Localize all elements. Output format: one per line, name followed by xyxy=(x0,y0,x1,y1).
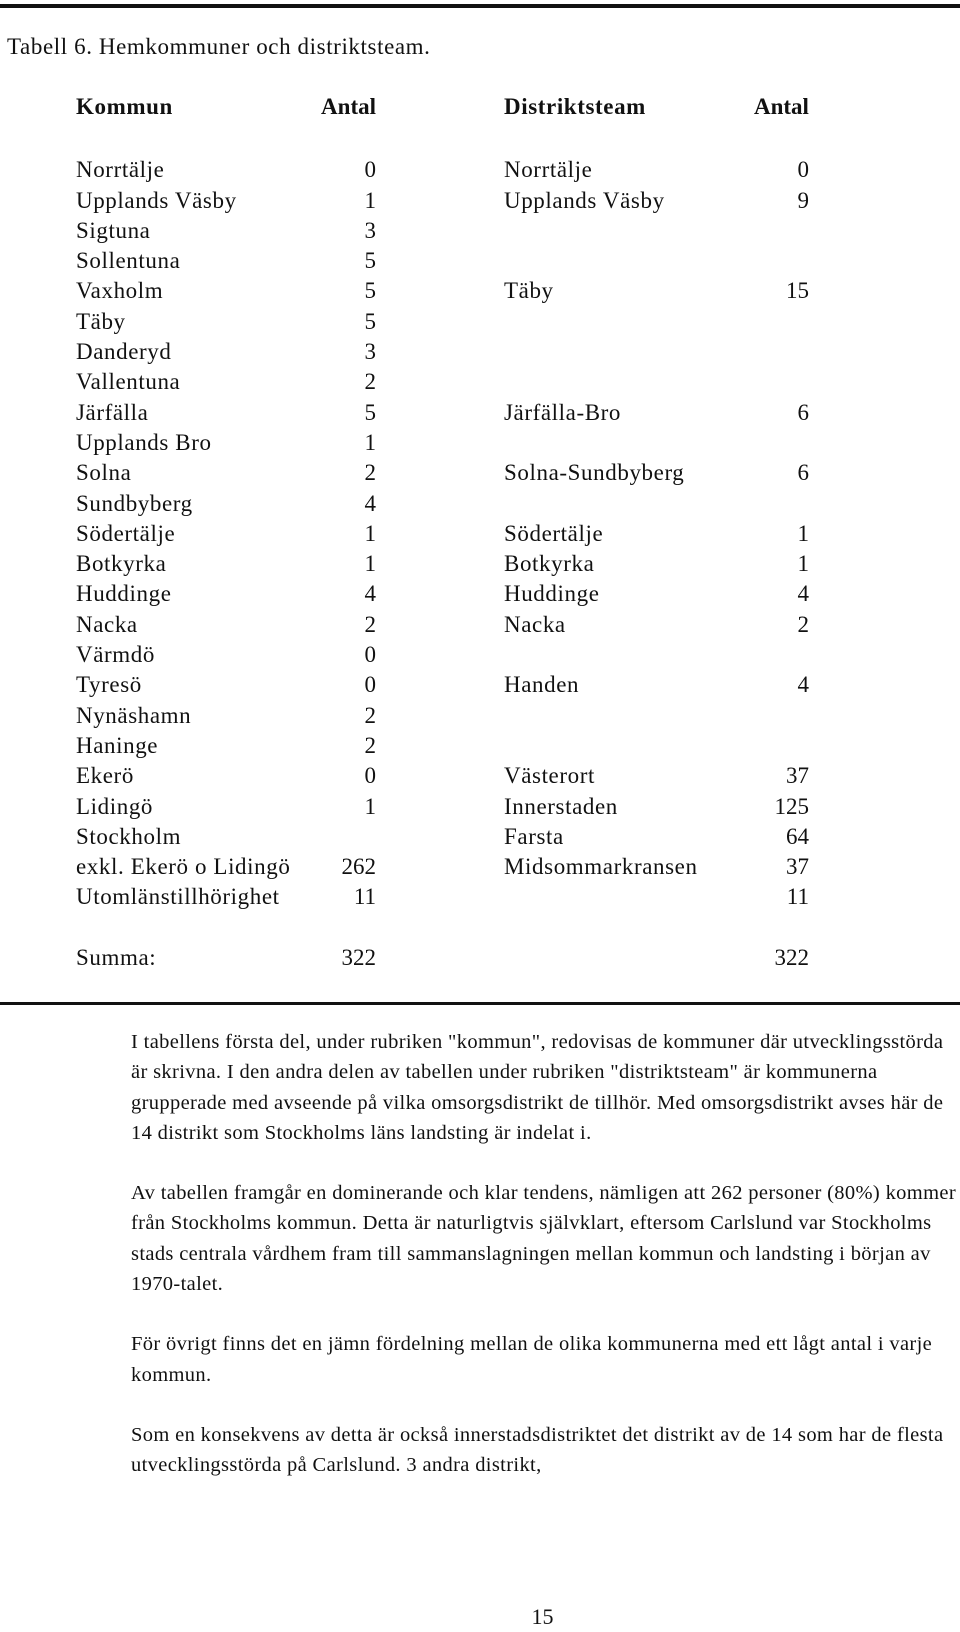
paragraph-1: I tabellens första del, under rubriken "kommun", redovisas de kommuner där utvecklingsstörda är skrivna. I den andra delen av tabellen under rubriken "distriktsteam" är kommunerna grupperade med avseende på vilka omsorgsdistrikt de tillhör. Med omsorgsdistrikt avses här de 14 distrikt som Stockholms läns landsting är indelat i. xyxy=(131,1031,944,1144)
cell-kommun: Södertälje xyxy=(76,520,176,546)
header-antal-team: Antal xyxy=(754,94,809,119)
cell-distriktsteam: Innerstaden xyxy=(504,793,618,819)
section-divider xyxy=(0,1002,960,1005)
cell-antal-team: 4 xyxy=(797,581,809,607)
table-row xyxy=(76,731,809,761)
cell-kommun: Lidingö xyxy=(76,793,154,819)
cell-antal-kommun: 0 xyxy=(364,672,376,698)
body-text xyxy=(131,1027,957,1511)
cell-antal-kommun: 4 xyxy=(364,581,376,607)
summary-label: Summa: xyxy=(76,945,157,971)
cell-distriktsteam xyxy=(504,731,754,761)
cell-distriktsteam xyxy=(504,640,754,670)
paragraph-4: Som en konsekvens av detta är också innerstadsdistriktet det distrikt av de 14 som har de flesta utvecklingsstörda på Carlslund. 3 andra distrikt, xyxy=(131,1423,944,1477)
municipality-table xyxy=(76,89,809,973)
table-row xyxy=(76,186,809,216)
cell-antal-kommun xyxy=(316,822,376,852)
cell-antal-kommun: 0 xyxy=(364,763,376,789)
cell-antal-team: 125 xyxy=(774,793,809,819)
cell-antal-kommun: 2 xyxy=(364,369,376,395)
table-row xyxy=(76,519,809,549)
paragraph-2: Av tabellen framgår en dominerande och klar tendens, nämligen att 262 personer (80%) kommer från Stockholms kommun. Detta är naturligtvis självklart, eftersom Carlslund var Stockholms stads centrala vårdhem fram till sammanslagningen mellan kommun och landsting i början av 1970-talet. xyxy=(131,1182,956,1296)
cell-distriktsteam: Södertälje xyxy=(504,520,604,546)
cell-antal-team: 4 xyxy=(797,672,809,698)
cell-distriktsteam xyxy=(504,489,754,519)
cell-antal-team xyxy=(754,701,809,731)
cell-kommun: Haninge xyxy=(76,732,159,758)
cell-antal-team: 11 xyxy=(786,884,809,910)
cell-distriktsteam: Midsommarkransen xyxy=(504,854,698,880)
cell-antal-team: 2 xyxy=(797,611,809,637)
cell-distriktsteam xyxy=(504,216,754,246)
table-row xyxy=(76,579,809,609)
table-row xyxy=(76,701,809,731)
cell-antal-kommun: 0 xyxy=(364,642,376,668)
table-row xyxy=(76,458,809,488)
cell-antal-team: 9 xyxy=(797,187,809,213)
table-header-row xyxy=(76,89,809,125)
table-row xyxy=(76,822,809,852)
cell-distriktsteam: Upplands Väsby xyxy=(504,187,665,213)
table-row xyxy=(76,670,809,700)
summary-row xyxy=(76,943,809,973)
cell-kommun: Sigtuna xyxy=(76,217,151,243)
cell-antal-kommun: 1 xyxy=(364,793,376,819)
cell-antal-kommun: 1 xyxy=(364,429,376,455)
cell-distriktsteam: Huddinge xyxy=(504,581,600,607)
cell-antal-team xyxy=(754,640,809,670)
header-antal-kommun: Antal xyxy=(321,94,376,119)
table-caption: Tabell 6. Hemkommuner och distriktsteam. xyxy=(7,34,431,59)
cell-distriktsteam: Norrtälje xyxy=(504,157,593,183)
cell-antal-team: 64 xyxy=(785,823,809,849)
table-row xyxy=(76,246,809,276)
table-row xyxy=(76,610,809,640)
summary-antal-team: 322 xyxy=(774,945,809,971)
cell-antal-kommun: 5 xyxy=(364,308,376,334)
cell-antal-kommun: 1 xyxy=(364,520,376,546)
cell-kommun: Sollentuna xyxy=(76,248,181,274)
table-row xyxy=(76,307,809,337)
cell-antal-team: 6 xyxy=(797,460,809,486)
cell-kommun: Norrtälje xyxy=(76,157,165,183)
cell-antal-team: 6 xyxy=(797,399,809,425)
cell-antal-kommun: 2 xyxy=(364,460,376,486)
cell-antal-kommun: 2 xyxy=(364,732,376,758)
cell-antal-team: 15 xyxy=(785,278,809,304)
cell-kommun: Vaxholm xyxy=(76,278,164,304)
cell-distriktsteam: Nacka xyxy=(504,611,566,637)
cell-kommun: Stockholm xyxy=(76,823,182,849)
table-row xyxy=(76,398,809,428)
cell-distriktsteam xyxy=(504,246,754,276)
table-row xyxy=(76,852,809,882)
cell-antal-team: 0 xyxy=(797,157,809,183)
cell-distriktsteam: Västerort xyxy=(504,763,595,789)
cell-kommun: Täby xyxy=(76,308,126,334)
cell-distriktsteam xyxy=(504,367,754,397)
cell-kommun: Nacka xyxy=(76,611,138,637)
cell-antal-team xyxy=(754,337,809,367)
cell-distriktsteam: Botkyrka xyxy=(504,551,595,577)
cell-antal-kommun: 5 xyxy=(364,399,376,425)
table-body xyxy=(76,155,809,912)
table-row xyxy=(76,216,809,246)
cell-antal-team: 37 xyxy=(785,854,809,880)
cell-kommun: Huddinge xyxy=(76,581,172,607)
cell-antal-team xyxy=(754,731,809,761)
cell-kommun: Järfälla xyxy=(76,399,149,425)
cell-distriktsteam: Handen xyxy=(504,672,580,698)
cell-distriktsteam: Täby xyxy=(504,278,554,304)
table-row xyxy=(76,428,809,458)
header-distriktsteam: Distriktsteam xyxy=(504,94,646,119)
cell-antal-team: 1 xyxy=(797,520,809,546)
cell-kommun: Danderyd xyxy=(76,339,172,365)
table-row xyxy=(76,276,809,306)
cell-antal-kommun: 5 xyxy=(364,278,376,304)
cell-antal-team: 37 xyxy=(785,763,809,789)
cell-distriktsteam xyxy=(504,428,754,458)
cell-antal-kommun: 0 xyxy=(364,157,376,183)
cell-kommun: Utomlänstillhörighet xyxy=(76,884,280,910)
cell-antal-team xyxy=(754,246,809,276)
cell-distriktsteam xyxy=(504,701,754,731)
cell-kommun: Värmdö xyxy=(76,642,155,668)
table-row xyxy=(76,367,809,397)
cell-antal-kommun: 1 xyxy=(364,551,376,577)
cell-antal-team: 1 xyxy=(797,551,809,577)
cell-antal-kommun: 11 xyxy=(353,884,376,910)
cell-distriktsteam: Farsta xyxy=(504,823,564,849)
cell-distriktsteam xyxy=(504,882,754,912)
cell-kommun: Vallentuna xyxy=(76,369,181,395)
table-row xyxy=(76,792,809,822)
cell-distriktsteam xyxy=(504,307,754,337)
table-row xyxy=(76,337,809,367)
cell-antal-kommun: 1 xyxy=(364,187,376,213)
cell-antal-kommun: 3 xyxy=(364,339,376,365)
cell-antal-team xyxy=(754,216,809,246)
cell-antal-team xyxy=(754,428,809,458)
table-row xyxy=(76,155,809,185)
paragraph-3: För övrigt finns det en jämn fördelning mellan de olika kommunerna med ett lågt antal i varje kommun. xyxy=(131,1333,933,1386)
cell-antal-kommun: 2 xyxy=(364,702,376,728)
cell-antal-team xyxy=(754,307,809,337)
table-row xyxy=(76,489,809,519)
cell-kommun: Solna xyxy=(76,460,132,486)
cell-antal-kommun: 4 xyxy=(364,490,376,516)
page-number: 15 xyxy=(531,1604,554,1629)
top-rule xyxy=(0,4,960,8)
cell-kommun: Upplands Väsby xyxy=(76,187,237,213)
summary-antal-kommun: 322 xyxy=(341,945,376,971)
cell-antal-kommun: 262 xyxy=(341,854,376,880)
table-row xyxy=(76,761,809,791)
cell-antal-kommun: 2 xyxy=(364,611,376,637)
cell-kommun: Nynäshamn xyxy=(76,702,192,728)
cell-distriktsteam: Järfälla-Bro xyxy=(504,399,622,425)
cell-antal-team xyxy=(754,489,809,519)
cell-antal-team xyxy=(754,367,809,397)
cell-kommun: Ekerö xyxy=(76,763,134,789)
cell-antal-kommun: 5 xyxy=(364,248,376,274)
table-row xyxy=(76,882,809,912)
cell-distriktsteam xyxy=(504,337,754,367)
cell-kommun: Upplands Bro xyxy=(76,429,212,455)
cell-kommun: Tyresö xyxy=(76,672,142,698)
cell-kommun: Sundbyberg xyxy=(76,490,193,516)
table-row xyxy=(76,640,809,670)
cell-antal-kommun: 3 xyxy=(364,217,376,243)
cell-kommun: exkl. Ekerö o Lidingö xyxy=(76,854,291,880)
cell-distriktsteam: Solna-Sundbyberg xyxy=(504,460,685,486)
cell-kommun: Botkyrka xyxy=(76,551,167,577)
summary-team xyxy=(504,943,754,973)
header-kommun: Kommun xyxy=(76,94,173,119)
table-row xyxy=(76,549,809,579)
